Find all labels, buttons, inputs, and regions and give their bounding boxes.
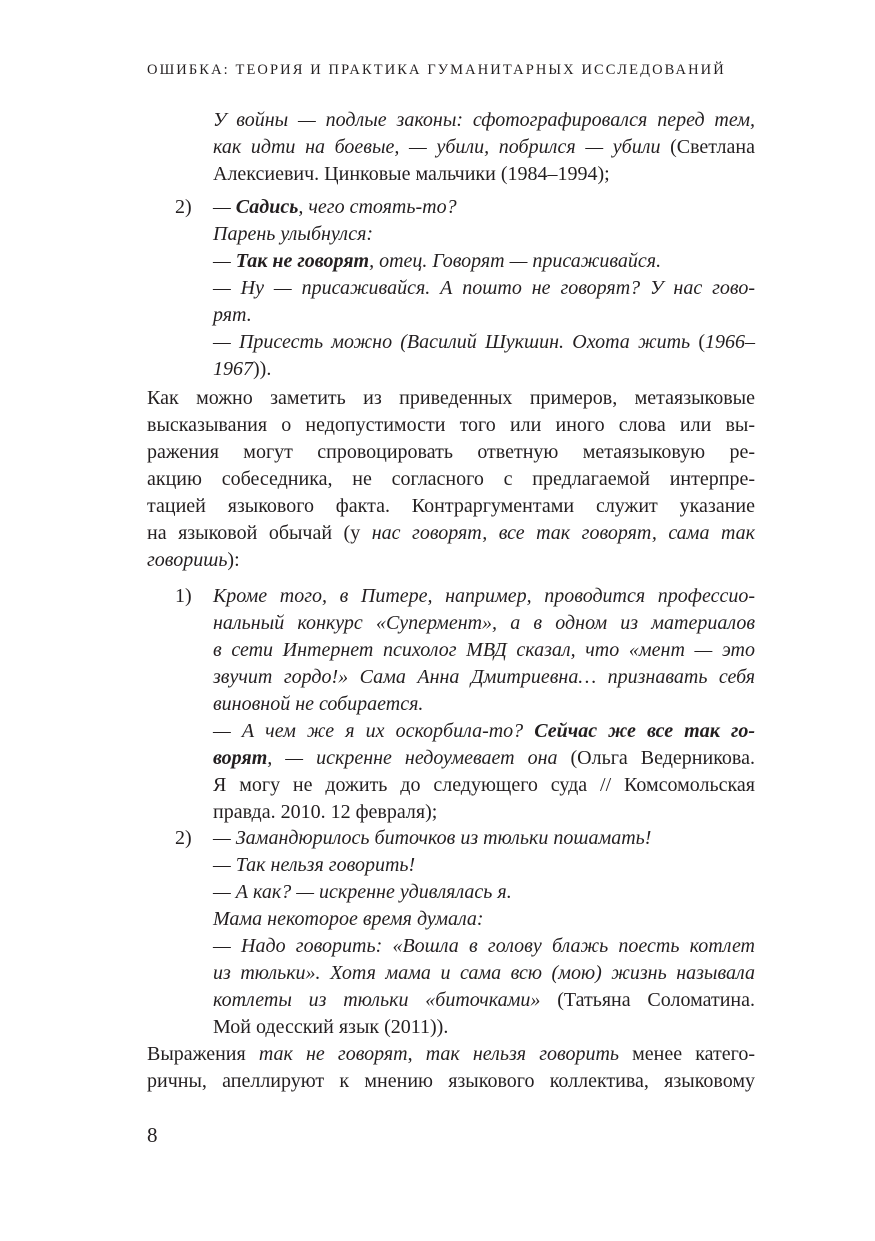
- quoted-text: котлеты из тюльки «биточками»: [213, 989, 541, 1011]
- text-line: [213, 356, 755, 383]
- quoted-text: так нельзя говорить: [425, 1043, 619, 1065]
- text-segment: (Светлана: [660, 136, 755, 158]
- quoted-text: Парень улыбнулся:: [213, 223, 374, 245]
- text-line: [213, 194, 755, 221]
- quoted-text: так не говорят: [258, 1043, 408, 1065]
- text-line: [213, 664, 755, 691]
- quoted-text: Кроме того, в Питере, например, проводится профессио-: [213, 585, 755, 607]
- quoted-text: 1966–: [705, 331, 755, 353]
- text-line: [213, 248, 755, 275]
- text-segment: ричны, апеллируют к мнению языкового коллектива, языковому: [147, 1070, 755, 1092]
- text-segment: (Ольга Ведерникова.: [557, 747, 755, 769]
- text-line: [213, 1014, 755, 1041]
- text-line: [147, 439, 755, 466]
- text-line: [213, 161, 755, 188]
- quoted-text: рят.: [213, 304, 252, 326]
- text-segment: менее катего-: [619, 1043, 755, 1065]
- text-line: [147, 1041, 755, 1068]
- paragraph: [147, 1041, 755, 1095]
- text-line: [147, 385, 755, 412]
- quoted-text: как идти на боевые, — убили, побрился — убили: [213, 136, 661, 158]
- text-segment: Выражения: [147, 1043, 259, 1065]
- quoted-text: , чего стоять-то?: [298, 196, 457, 218]
- text-segment: ):: [227, 549, 240, 571]
- example-list-item: [147, 107, 755, 188]
- text-segment: на языковой обычай (у: [147, 522, 372, 544]
- text-line: [213, 637, 755, 664]
- text-line: [213, 718, 755, 745]
- text-segment: ражения могут спровоцировать ответную метаязыковую ре-: [147, 441, 755, 463]
- text-segment: ,: [407, 1043, 426, 1065]
- quoted-text: , отец. Говорят — присаживайся.: [369, 250, 662, 272]
- quoted-text: звучит гордо!» Сама Анна Дмитриевна… признавать себя: [213, 666, 755, 688]
- list-number: 2): [175, 827, 192, 849]
- text-line: [147, 412, 755, 439]
- text-segment: тацией языкового факта. Контраргументами служит указание: [147, 495, 755, 517]
- list-number: 1): [175, 585, 192, 607]
- quoted-text: — А как? — искренне удивлялась я.: [213, 881, 512, 903]
- list-number: 2): [175, 196, 192, 218]
- text-line: [147, 1068, 755, 1095]
- quoted-text: — Так нельзя говорить!: [213, 854, 416, 876]
- text-line: [213, 799, 755, 826]
- text-segment: )).: [253, 358, 272, 380]
- paragraph: [147, 385, 755, 574]
- quoted-text: — Надо говорить: «Вошла в голову блажь поесть котлет: [213, 935, 755, 957]
- text-segment: Я могу не дожить до следующего суда // Комсомольская: [213, 774, 755, 796]
- text-segment: Мой одесский язык (2011)).: [213, 1016, 449, 1038]
- text-segment: акцию собеседника, не согласного с предлагаемой интерпре-: [147, 468, 755, 490]
- example-list-item: [147, 825, 755, 1041]
- text-line: [213, 933, 755, 960]
- quoted-text: — Замандюрилось биточков из тюльки пошамать!: [213, 827, 652, 849]
- text-line: [213, 906, 755, 933]
- text-line: [213, 107, 755, 134]
- quoted-text: — Присесть можно (Василий Шукшин. Охота жить: [213, 331, 699, 353]
- text-segment: (: [698, 331, 705, 353]
- quoted-text: Мама некоторое время думала:: [213, 908, 484, 930]
- text-line: [213, 745, 755, 772]
- example-list-item: [147, 194, 755, 383]
- quoted-text: , — искренне недоумевает она: [267, 747, 558, 769]
- text-line: [213, 960, 755, 987]
- emphasized-text: Садись: [235, 196, 299, 218]
- emphasized-text: ворят: [213, 747, 268, 769]
- text-line: [147, 547, 755, 574]
- text-segment: высказывания о недопустимости того или иного слова или вы-: [147, 414, 755, 436]
- quoted-text: в сети Интернет психолог МВД сказал, что «мент — это: [213, 639, 755, 661]
- text-line: [147, 466, 755, 493]
- quoted-text: —: [213, 250, 236, 272]
- emphasized-text: Сейчас же все так го-: [534, 720, 756, 742]
- text-line: [213, 852, 755, 879]
- quoted-text: виновной не собирается.: [213, 693, 424, 715]
- text-line: [213, 610, 755, 637]
- quoted-text: —: [213, 196, 236, 218]
- quoted-text: У войны — подлые законы: сфотографировался перед тем,: [213, 109, 755, 131]
- emphasized-text: Так не говорят: [235, 250, 370, 272]
- quoted-text: нас говорят, все так говорят, сама так: [371, 522, 755, 544]
- example-list-item: [147, 583, 755, 826]
- text-line: [213, 772, 755, 799]
- text-line: [213, 302, 755, 329]
- text-line: [147, 520, 755, 547]
- running-header: ОШИБКА: ТЕОРИЯ И ПРАКТИКА ГУМАНИТАРНЫХ ИССЛЕДОВАНИЙ: [147, 62, 726, 78]
- text-line: [213, 825, 755, 852]
- text-line: [213, 879, 755, 906]
- quoted-text: — А чем же я их оскорбила-то?: [213, 720, 535, 742]
- text-line: [213, 134, 755, 161]
- text-segment: (Татьяна Соломатина.: [540, 989, 755, 1011]
- text-segment: правда. 2010. 12 февраля);: [213, 801, 438, 823]
- page-number: 8: [147, 1123, 158, 1147]
- quoted-text: говоришь: [147, 549, 228, 571]
- text-line: [147, 493, 755, 520]
- text-segment: Алексиевич. Цинковые мальчики (1984–1994);: [213, 163, 610, 185]
- text-line: [213, 691, 755, 718]
- quoted-text: 1967: [213, 358, 253, 380]
- text-line: [213, 275, 755, 302]
- quoted-text: из тюльки». Хотя мама и сама всю (мою) жизнь называла: [213, 962, 755, 984]
- text-line: [213, 221, 755, 248]
- quoted-text: — Ну — присаживайся. А пошто не говорят? У нас гово-: [213, 277, 755, 299]
- text-line: [213, 583, 755, 610]
- text-line: [213, 987, 755, 1014]
- text-segment: Как можно заметить из приведенных примеров, метаязыковые: [147, 387, 755, 409]
- text-line: [213, 329, 755, 356]
- quoted-text: нальный конкурс «Супермент», а в одном из материалов: [213, 612, 755, 634]
